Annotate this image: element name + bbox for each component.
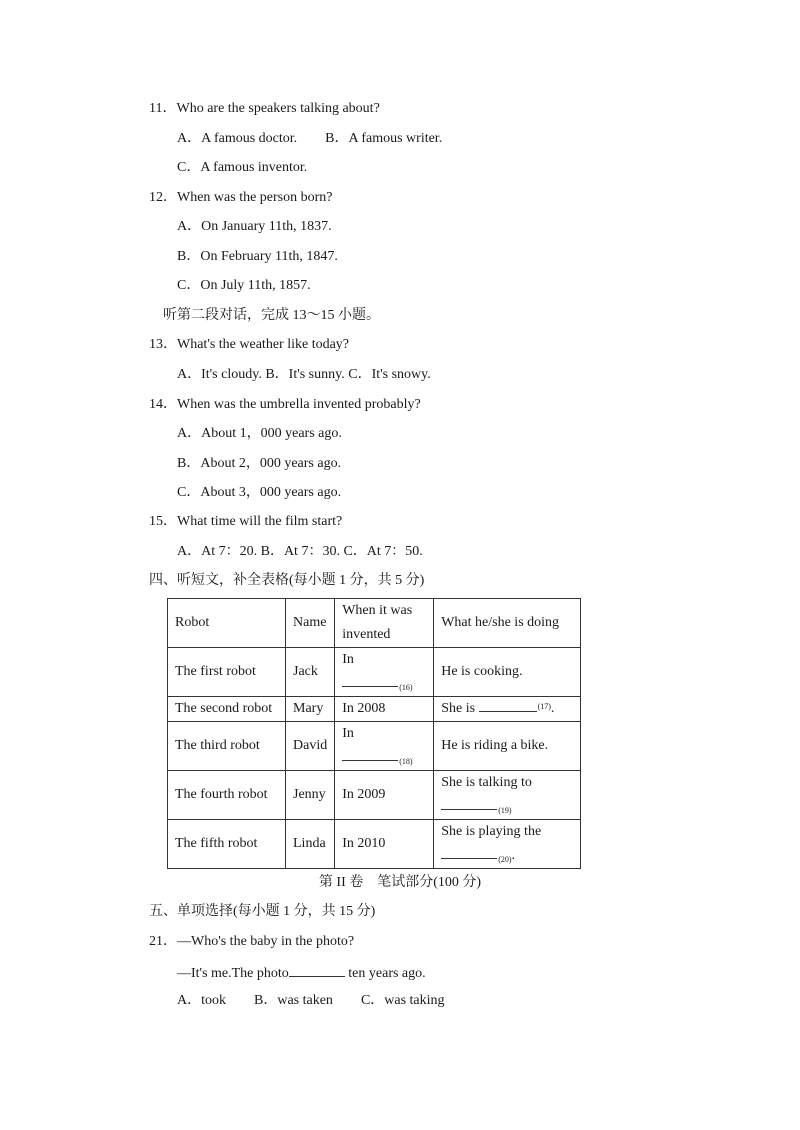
question-14-stem: 14．When was the umbrella invented probably? <box>149 397 421 412</box>
answer-blank-19[interactable] <box>441 795 497 810</box>
question-11-option-a[interactable]: A．A famous doctor. <box>177 131 298 146</box>
table-row <box>168 697 581 722</box>
cell-when: In 2008 <box>335 697 434 722</box>
cell-name: Linda <box>286 820 335 869</box>
table-row <box>168 722 581 771</box>
cell-when: In 2009 <box>335 771 434 820</box>
doing-suffix: . <box>511 848 516 863</box>
question-13-options[interactable]: A．It's cloudy. B．It's sunny. C．It's snowy. <box>177 367 431 382</box>
section-4-heading: 四、听短文，补全表格(每小题 1 分，共 5 分) <box>149 573 425 588</box>
header-when: When it was invented <box>335 599 434 648</box>
question-11-option-b[interactable]: B．A famous writer. <box>325 131 443 146</box>
when-prefix: In <box>342 726 354 741</box>
question-12-option-a[interactable]: A．On January 11th, 1837. <box>177 219 332 234</box>
doing-prefix: She is talking to <box>441 775 532 790</box>
table-row <box>168 648 581 697</box>
cell-name: Mary <box>286 697 335 722</box>
question-15-options[interactable]: A．At 7：20. B．At 7：30. C．At 7：50. <box>177 544 423 559</box>
blank-number-20: (20) <box>498 855 512 864</box>
question-21-suffix: ten years ago. <box>344 966 426 981</box>
answer-blank-18[interactable] <box>342 746 398 761</box>
cell-doing: He is riding a bike. <box>434 722 581 771</box>
cell-robot: The third robot <box>168 722 286 771</box>
answer-blank-20[interactable] <box>441 844 497 859</box>
cell-doing <box>434 820 581 869</box>
cell-robot: The fifth robot <box>168 820 286 869</box>
cell-robot: The second robot <box>168 697 286 722</box>
doing-prefix: She is playing the <box>441 824 542 839</box>
cell-name: Jenny <box>286 771 335 820</box>
cell-when: In 2010 <box>335 820 434 869</box>
cell-robot: The fourth robot <box>168 771 286 820</box>
question-14-option-a[interactable]: A．About 1，000 years ago. <box>177 426 342 441</box>
doing-suffix: . <box>550 701 555 716</box>
robot-table <box>167 598 581 869</box>
answer-blank-21[interactable] <box>289 962 345 977</box>
question-21-prefix: —It's me.The photo <box>177 966 289 981</box>
question-21-option-b[interactable]: B．was taken <box>254 993 333 1008</box>
blank-number-18: (18) <box>399 757 413 766</box>
header-name: Name <box>286 599 335 648</box>
part-2-title: 第 II 卷 笔试部分(100 分) <box>318 875 482 890</box>
cell-name: Jack <box>286 648 335 697</box>
cell-when <box>335 648 434 697</box>
cell-doing <box>434 771 581 820</box>
answer-blank-17[interactable] <box>479 697 537 712</box>
table-row <box>168 771 581 820</box>
question-11-option-c[interactable]: C．A famous inventor. <box>177 160 308 175</box>
question-14-option-b[interactable]: B．About 2，000 years ago. <box>177 456 342 471</box>
blank-number-19: (19) <box>498 806 512 815</box>
question-21-options <box>177 992 445 1010</box>
question-12-stem: 12．When was the person born? <box>149 190 333 205</box>
header-robot: Robot <box>168 599 286 648</box>
answer-blank-16[interactable] <box>342 672 398 687</box>
dialog-2-instruction: 听第二段对话，完成 13～15 小题。 <box>163 308 380 323</box>
doing-prefix: She is <box>441 701 476 716</box>
question-21-line2 <box>177 962 426 983</box>
section-5-heading: 五、单项选择(每小题 1 分，共 15 分) <box>149 904 376 919</box>
question-21-stem: 21．—Who's the baby in the photo? <box>149 934 355 949</box>
blank-number-16: (16) <box>399 683 413 692</box>
question-12-option-c[interactable]: C．On July 11th, 1857. <box>177 278 311 293</box>
question-11-options-row1 <box>177 130 442 148</box>
question-14-option-c[interactable]: C．About 3，000 years ago. <box>177 485 342 500</box>
question-21-option-a[interactable]: A．took <box>177 993 226 1008</box>
cell-robot: The first robot <box>168 648 286 697</box>
cell-name: David <box>286 722 335 771</box>
question-15-stem: 15．What time will the film start? <box>149 514 343 529</box>
table-header-row <box>168 599 581 648</box>
when-prefix: In <box>342 652 354 667</box>
header-doing: What he/she is doing <box>434 599 581 648</box>
cell-doing <box>434 697 581 722</box>
table-row <box>168 820 581 869</box>
question-13-stem: 13．What's the weather like today? <box>149 337 350 352</box>
cell-when <box>335 722 434 771</box>
blank-number-17: (17) <box>537 702 551 711</box>
question-21-option-c[interactable]: C．was taking <box>360 993 445 1008</box>
question-12-option-b[interactable]: B．On February 11th, 1847. <box>177 249 338 264</box>
cell-doing: He is cooking. <box>434 648 581 697</box>
question-11-stem: 11．Who are the speakers talking about? <box>149 101 380 116</box>
